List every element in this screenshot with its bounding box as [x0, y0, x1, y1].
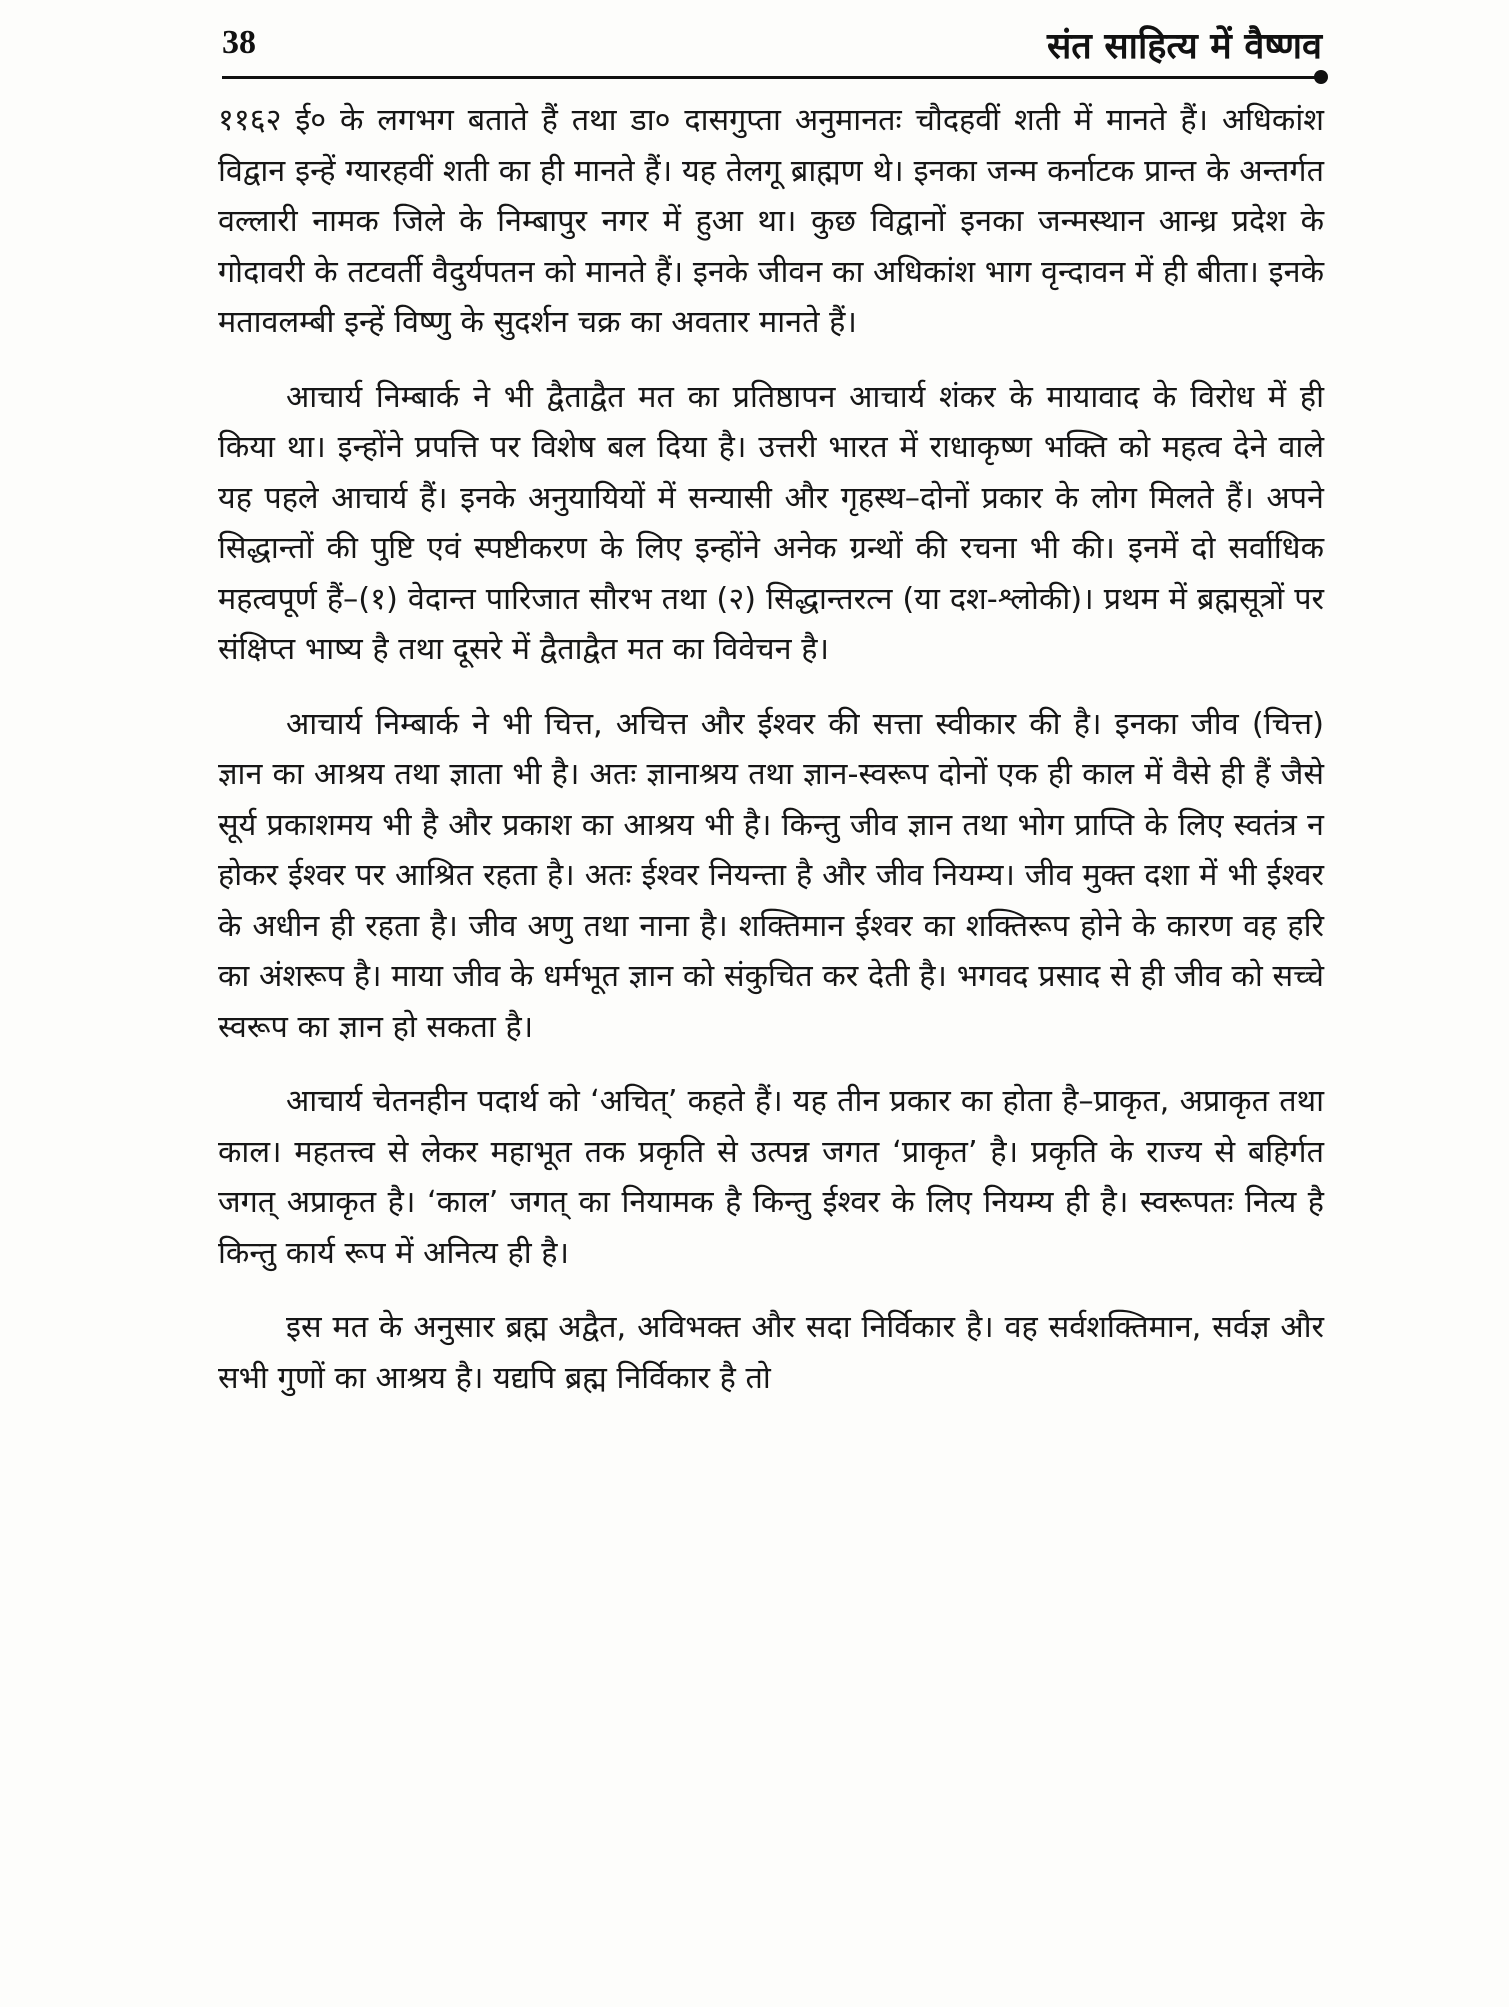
running-title: संत साहित्य में वैष्णव: [1046, 26, 1322, 67]
header-rule: [222, 76, 1318, 79]
paragraph-2: आचार्य निम्बार्क ने भी द्वैताद्वैत मत का प्रतिष्ठापन आचार्य शंकर के मायावाद के विरोध में ही किया था। इन्होंने प्रपत्ति पर विशेष बल दिया है। उत्तरी भारत में राधाकृष्ण भक्ति को महत्व देने वाले यह पहले आचार्य हैं। इनके अनुयायियों में सन्यासी और गृहस्थ–दोनों प्रकार के लोग मिलते हैं। अपने सिद्धान्तों की पुष्टि एवं स्पष्टीकरण के लिए इन्होंने अनेक ग्रन्थों की रचना भी की। इनमें दो सर्वाधिक महत्वपूर्ण हैं–(१) वेदान्त पारिजात सौरभ तथा (२) सिद्धान्तरत्न (या दश-श्लोकी)। प्रथम में ब्रह्मसूत्रों पर संक्षिप्त भाष्य है तथा दूसरे में द्वैताद्वैत मत का विवेचन है।: [218, 379, 1324, 667]
body-text: [218, 96, 1324, 1428]
paragraph-5: इस मत के अनुसार ब्रह्म अद्वैत, अविभक्त और सदा निर्विकार है। वह सर्वशक्तिमान, सर्वज्ञ और सभी गुणों का आश्रय है। यद्यपि ब्रह्म निर्विकार है तो: [218, 1310, 1324, 1396]
paragraph-4: आचार्य चेतनहीन पदार्थ को ‘अचित्’ कहते हैं। यह तीन प्रकार का होता है–प्राकृत, अप्राकृत तथा काल। महतत्त्व से लेकर महाभूत तक प्रकृति से उत्पन्न जगत ‘प्राकृत’ है। प्रकृति के राज्य से बहिर्गत जगत् अप्राकृत है। ‘काल’ जगत् का नियामक है किन्तु ईश्वर के लिए नियम्य ही है। स्वरूपतः नित्य है किन्तु कार्य रूप में अनित्य ही है।: [218, 1084, 1324, 1271]
paragraph-3: आचार्य निम्बार्क ने भी चित्त, अचित्त और ईश्वर की सत्ता स्वीकार की है। इनका जीव (चित्त) ज्ञान का आश्रय तथा ज्ञाता भी है। अतः ज्ञानाश्रय तथा ज्ञान-स्वरूप दोनों एक ही काल में वैसे ही हैं जैसे सूर्य प्रकाशमय भी है और प्रकाश का आश्रय भी है। किन्तु जीव ज्ञान तथा भोग प्राप्ति के लिए स्वतंत्र न होकर ईश्वर पर आश्रित रहता है। अतः ईश्वर नियन्ता है और जीव नियम्य। जीव मुक्त दशा में भी ईश्वर के अधीन ही रहता है। जीव अणु तथा नाना है। शक्तिमान ईश्वर का शक्तिरूप होने के कारण वह हरि का अंशरूप है। माया जीव के धर्मभूत ज्ञान को संकुचित कर देती है। भगवद प्रसाद से ही जीव को सच्चे स्वरूप का ज्ञान हो सकता है।: [218, 706, 1324, 1045]
paragraph-1: ११६२ ई० के लगभग बताते हैं तथा डा० दासगुप्ता अनुमानतः चौदहवीं शती में मानते हैं। अधिकांश विद्वान इन्हें ग्यारहवीं शती का ही मानते हैं। यह तेलगू ब्राह्मण थे। इनका जन्म कर्नाटक प्रान्त के अन्तर्गत वल्लारी नामक जिले के निम्बापुर नगर में हुआ था। कुछ विद्वानों इनका जन्मस्थान आन्ध्र प्रदेश के गोदावरी के तटवर्ती वैदुर्यपतन को मानते हैं। इनके जीवन का अधिकांश भाग वृन्दावन में ही बीता। इनके मतावलम्बी इन्हें विष्णु के सुदर्शन चक्र का अवतार मानते हैं।: [218, 103, 1324, 340]
page-header: [222, 18, 1322, 78]
page-number: 38: [222, 24, 256, 61]
header-rule-dot: [1314, 70, 1328, 84]
